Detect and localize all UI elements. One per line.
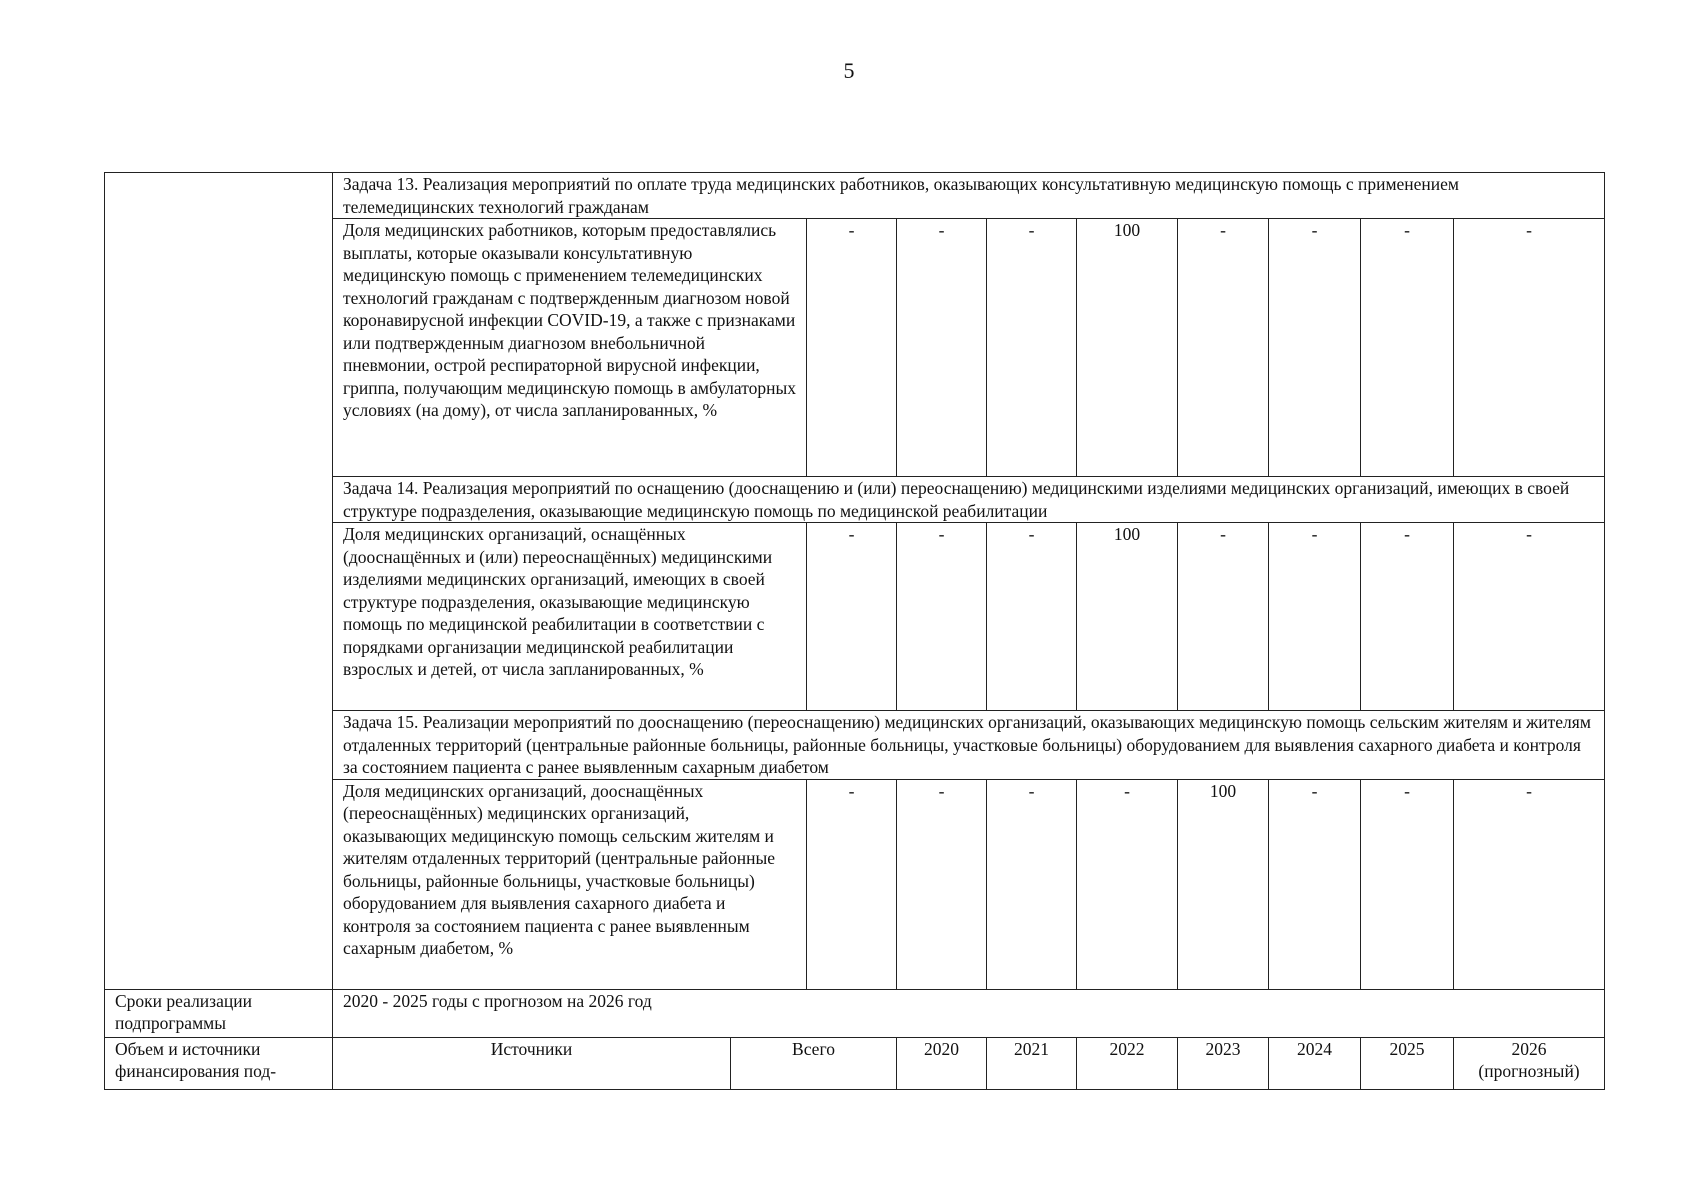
header-2020: 2020 bbox=[897, 1037, 987, 1089]
header-2025: 2025 bbox=[1361, 1037, 1454, 1089]
task-13-value-2024: - bbox=[1178, 219, 1269, 477]
header-sources: Источники bbox=[333, 1037, 731, 1089]
task-14-indicator: Доля медицинских организаций, оснащённых (дооснащённых и (или) переоснащённых) медицинскими изделиями медицинских организаций, имеющих в своей структуре подразделения, оказывающие медицинскую помощь по медицинской реабилитации в соответствии с порядками организации медицинской реабилитации взрослых и детей, от числа запланированных, % bbox=[333, 523, 807, 711]
task-13-value-2025: - bbox=[1269, 219, 1361, 477]
task-15-value-2021: - bbox=[897, 779, 987, 989]
task-14-value-2023: 100 bbox=[1077, 523, 1178, 711]
task-13-value-2023: 100 bbox=[1077, 219, 1178, 477]
task-14-value-2022: - bbox=[987, 523, 1077, 711]
financing-label: Объем и источники финансирования под- bbox=[105, 1037, 333, 1089]
left-blank-cell bbox=[105, 173, 333, 990]
financing-header-row bbox=[105, 1037, 1605, 1089]
task-13-indicator: Доля медицинских работников, которым предоставлялись выплаты, которые оказывали консультативную медицинскую помощь с применением телемедицинских технологий гражданам с подтвержденным диагнозом новой коронавирусной инфекции COVID-19, а также с признаками или подтвержденным диагнозом внебольничной пневмонии, острой респираторной вирусной инфекции, гриппа, получающим медицинскую помощь в амбулаторных условиях (на дому), от числа запланированных, % bbox=[333, 219, 807, 477]
task-13-title: Задача 13. Реализация мероприятий по оплате труда медицинских работников, оказывающих консультативную медицинскую помощь с применением телемедицинских технологий гражданам bbox=[333, 173, 1605, 219]
task-13-value-extra: - bbox=[1454, 219, 1605, 477]
header-2022: 2022 bbox=[1077, 1037, 1178, 1089]
header-total: Всего bbox=[731, 1037, 897, 1089]
task-13-value-2021: - bbox=[897, 219, 987, 477]
task-14-value-2025: - bbox=[1269, 523, 1361, 711]
task-14-value-2026: - bbox=[1361, 523, 1454, 711]
task-15-value-2026: - bbox=[1361, 779, 1454, 989]
task-13-value-2020: - bbox=[807, 219, 897, 477]
task-15-title: Задача 15. Реализации мероприятий по дооснащению (переоснащению) медицинских организаций, оказывающих медицинскую помощь сельским жителям и жителям отдаленных территорий (центральные районные больницы, районные больницы, участковые больницы) оборудованием для выявления сахарного диабета и контроля за состоянием пациента с ранее выявленным сахарным диабетом bbox=[333, 711, 1605, 780]
task-15-value-2023: - bbox=[1077, 779, 1178, 989]
task-15-value-2020: - bbox=[807, 779, 897, 989]
task-14-value-2024: - bbox=[1178, 523, 1269, 711]
header-2023: 2023 bbox=[1178, 1037, 1269, 1089]
task-15-indicator: Доля медицинских организаций, дооснащённых (переоснащённых) медицинских организаций, оказывающих медицинскую помощь сельским жителям и жителям отдаленных территорий (центральные районные больницы, районные больницы, участковые больницы) оборудованием для выявления сахарного диабета и контроля за состоянием пациента с ранее выявленным сахарным диабетом, % bbox=[333, 779, 807, 989]
task-13-value-2026: - bbox=[1361, 219, 1454, 477]
task-15-value-2024: 100 bbox=[1178, 779, 1269, 989]
header-2021: 2021 bbox=[987, 1037, 1077, 1089]
task-15-value-2025: - bbox=[1269, 779, 1361, 989]
header-2024: 2024 bbox=[1269, 1037, 1361, 1089]
period-value: 2020 - 2025 годы с прогнозом на 2026 год bbox=[333, 989, 1605, 1037]
task-15-value-extra: - bbox=[1454, 779, 1605, 989]
task-14-value-2020: - bbox=[807, 523, 897, 711]
task-14-value-extra: - bbox=[1454, 523, 1605, 711]
task-13-value-2022: - bbox=[987, 219, 1077, 477]
task-15-value-2022: - bbox=[987, 779, 1077, 989]
task-13-row bbox=[105, 173, 1605, 219]
page-number: 5 bbox=[843, 58, 855, 83]
period-label: Сроки реализации подпрограммы bbox=[105, 989, 333, 1037]
task-14-value-2021: - bbox=[897, 523, 987, 711]
header-2026: 2026 (прогнозный) bbox=[1454, 1037, 1605, 1089]
period-row bbox=[105, 989, 1605, 1037]
subprogram-passport-table bbox=[104, 172, 1605, 1090]
task-14-title: Задача 14. Реализация мероприятий по оснащению (дооснащению и (или) переоснащению) медицинскими изделиями медицинских организаций, имеющих в своей структуре подразделения, оказывающие медицинскую помощь по медицинской реабилитации bbox=[333, 477, 1605, 523]
